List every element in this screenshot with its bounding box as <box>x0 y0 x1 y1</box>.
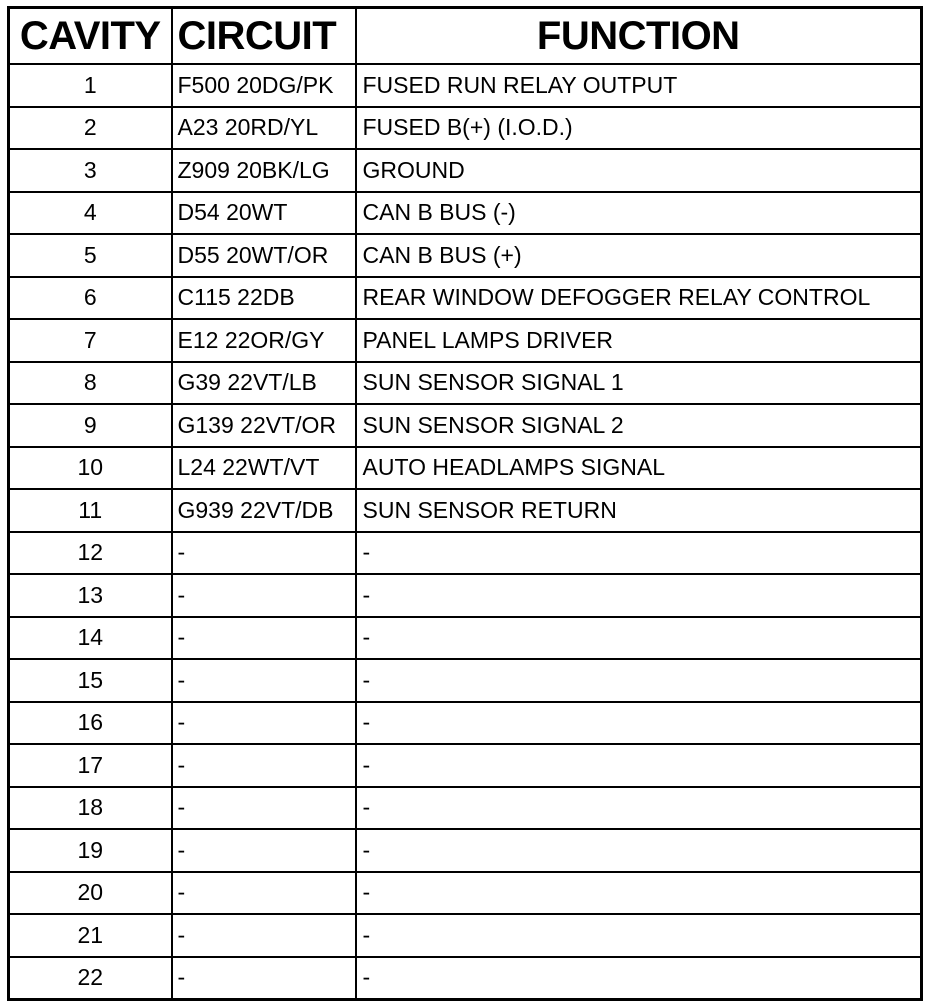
cavity-cell: 18 <box>9 787 172 830</box>
circuit-cell: G939 22VT/DB <box>172 489 356 532</box>
table-row <box>9 829 922 872</box>
circuit-cell: F500 20DG/PK <box>172 64 356 107</box>
cavity-cell: 2 <box>9 107 172 150</box>
function-cell: AUTO HEADLAMPS SIGNAL <box>356 447 922 490</box>
function-cell: FUSED RUN RELAY OUTPUT <box>356 64 922 107</box>
function-cell: GROUND <box>356 149 922 192</box>
function-cell: - <box>356 829 922 872</box>
cavity-cell: 22 <box>9 957 172 1000</box>
function-cell: - <box>356 957 922 1000</box>
table-row <box>9 617 922 660</box>
circuit-cell: - <box>172 787 356 830</box>
cavity-cell: 17 <box>9 744 172 787</box>
cavity-cell: 6 <box>9 277 172 320</box>
table-row <box>9 192 922 235</box>
function-cell: CAN B BUS (-) <box>356 192 922 235</box>
table-row <box>9 234 922 277</box>
connector-pinout-table <box>7 6 923 1001</box>
table-row <box>9 659 922 702</box>
circuit-cell: - <box>172 532 356 575</box>
cavity-cell: 13 <box>9 574 172 617</box>
function-cell: SUN SENSOR SIGNAL 2 <box>356 404 922 447</box>
cavity-cell: 7 <box>9 319 172 362</box>
table-row <box>9 447 922 490</box>
function-cell: - <box>356 787 922 830</box>
function-cell: - <box>356 659 922 702</box>
function-cell: SUN SENSOR SIGNAL 1 <box>356 362 922 405</box>
circuit-cell: G139 22VT/OR <box>172 404 356 447</box>
circuit-cell: C115 22DB <box>172 277 356 320</box>
column-header-function: FUNCTION <box>356 8 922 65</box>
cavity-cell: 10 <box>9 447 172 490</box>
circuit-cell: - <box>172 617 356 660</box>
circuit-cell: G39 22VT/LB <box>172 362 356 405</box>
circuit-cell: - <box>172 914 356 957</box>
circuit-cell: - <box>172 702 356 745</box>
function-cell: REAR WINDOW DEFOGGER RELAY CONTROL <box>356 277 922 320</box>
table-row <box>9 957 922 1000</box>
cavity-cell: 19 <box>9 829 172 872</box>
function-cell: - <box>356 702 922 745</box>
function-cell: - <box>356 872 922 915</box>
cavity-cell: 16 <box>9 702 172 745</box>
cavity-cell: 21 <box>9 914 172 957</box>
circuit-cell: - <box>172 872 356 915</box>
function-cell: - <box>356 574 922 617</box>
table-body <box>9 64 922 1000</box>
circuit-cell: E12 22OR/GY <box>172 319 356 362</box>
column-header-cavity: CAVITY <box>9 8 172 65</box>
circuit-cell: D54 20WT <box>172 192 356 235</box>
function-cell: PANEL LAMPS DRIVER <box>356 319 922 362</box>
table-row <box>9 64 922 107</box>
circuit-cell: - <box>172 829 356 872</box>
cavity-cell: 9 <box>9 404 172 447</box>
table-row <box>9 362 922 405</box>
function-cell: FUSED B(+) (I.O.D.) <box>356 107 922 150</box>
table-row <box>9 107 922 150</box>
table-row <box>9 319 922 362</box>
table-row <box>9 404 922 447</box>
function-cell: - <box>356 617 922 660</box>
cavity-cell: 5 <box>9 234 172 277</box>
cavity-cell: 4 <box>9 192 172 235</box>
circuit-cell: - <box>172 659 356 702</box>
cavity-cell: 1 <box>9 64 172 107</box>
circuit-cell: - <box>172 744 356 787</box>
cavity-cell: 8 <box>9 362 172 405</box>
table-row <box>9 489 922 532</box>
table-row <box>9 744 922 787</box>
function-cell: CAN B BUS (+) <box>356 234 922 277</box>
table-row <box>9 872 922 915</box>
cavity-cell: 11 <box>9 489 172 532</box>
function-cell: - <box>356 532 922 575</box>
circuit-cell: A23 20RD/YL <box>172 107 356 150</box>
function-cell: - <box>356 914 922 957</box>
cavity-cell: 15 <box>9 659 172 702</box>
table-row <box>9 787 922 830</box>
cavity-cell: 3 <box>9 149 172 192</box>
function-cell: SUN SENSOR RETURN <box>356 489 922 532</box>
circuit-cell: - <box>172 957 356 1000</box>
table-row <box>9 277 922 320</box>
cavity-cell: 14 <box>9 617 172 660</box>
function-cell: - <box>356 744 922 787</box>
table-row <box>9 914 922 957</box>
circuit-cell: Z909 20BK/LG <box>172 149 356 192</box>
circuit-cell: L24 22WT/VT <box>172 447 356 490</box>
column-header-circuit: CIRCUIT <box>172 8 356 65</box>
table-row <box>9 149 922 192</box>
table-row <box>9 574 922 617</box>
header-row <box>9 8 922 65</box>
circuit-cell: - <box>172 574 356 617</box>
table-row <box>9 702 922 745</box>
cavity-cell: 20 <box>9 872 172 915</box>
table-row <box>9 532 922 575</box>
cavity-cell: 12 <box>9 532 172 575</box>
circuit-cell: D55 20WT/OR <box>172 234 356 277</box>
